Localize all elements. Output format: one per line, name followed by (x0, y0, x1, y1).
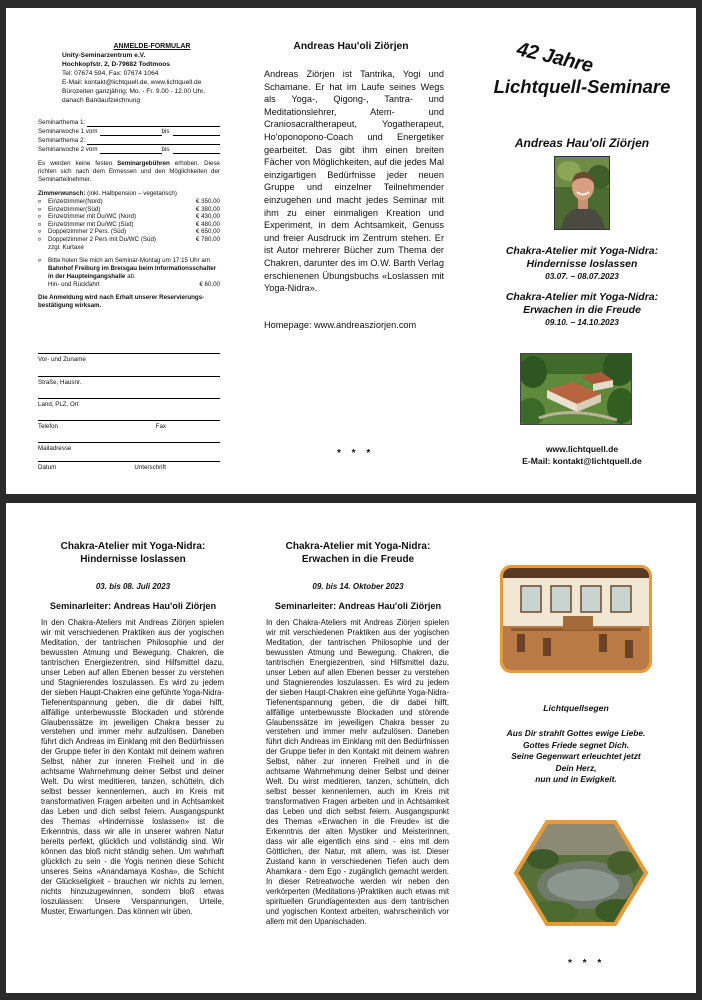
room-option-name: Einzelzimmer mit Du/WC (Süd) (48, 220, 134, 228)
room-option-checkbox[interactable]: ¤ (38, 236, 42, 243)
room-option-price: € 780,00 (195, 235, 220, 243)
fees-note: Es werden keine festen Seminargebühren erhoben. Diese richten sich nach dem Ermessen und den Möglichkeiten der Seminarteilnehmer. (38, 160, 221, 183)
room-option-price: € 350,00 (195, 198, 220, 205)
pickup-price-row: Hin- und Rückfahrt € 60,00 (48, 280, 220, 288)
brochure-inner-sheet (6, 503, 696, 993)
seminar-theme-2-label: Seminarthema 2: (38, 137, 86, 144)
seminar-1-title: Chakra-Atelier mit Yoga-Nidra: Hindernisse loslassen (60, 541, 206, 565)
seminar-theme-2-line[interactable] (38, 136, 220, 145)
cover-title: Lichtquell-Seminare (493, 76, 671, 97)
seminar-theme-1-line[interactable] (38, 118, 220, 127)
room-option-name: Einzelzimmer(Nord) (48, 198, 103, 205)
cover-seminar-1: Chakra-Atelier mit Yoga-Nidra: Hindernisse loslassen 03.07. – 08.07.2023 (472, 245, 692, 282)
mail-field[interactable]: Mailadresse (38, 442, 220, 452)
confirmation-note: Die Anmeldung wird nach Erhalt unserer Reservierungs-bestätigung wirksam. (38, 293, 205, 309)
form-title: ANMELDE-FORMULAR (113, 43, 191, 50)
seminar-2-leader: Seminarleiter: Andreas Hau'oli Ziörjen (274, 601, 442, 611)
form-header (62, 42, 236, 105)
room-option-price: € 650,00 (195, 228, 220, 236)
room-option[interactable] (38, 213, 220, 221)
form-phone: Tel: 07674 594, Fax: 07674 1064 (62, 70, 159, 77)
blessing-stars-divider: * * * (568, 958, 606, 969)
cover-website[interactable]: www.lichtquell.de (545, 444, 619, 454)
author-portrait (554, 156, 610, 230)
form-org-name: Unity-Seminarzentrum e.V. (62, 52, 146, 59)
cover-contact (472, 444, 692, 467)
room-option[interactable] (38, 198, 220, 206)
city-field[interactable]: Land, PLZ, Ort (38, 398, 220, 408)
name-field[interactable]: Vor- und Zuname (38, 353, 220, 363)
room-option-price: € 430,00 (195, 213, 220, 221)
pickup-checkbox[interactable]: ¤ (38, 257, 42, 264)
seminar-1-leader: Seminarleiter: Andreas Hau'oli Ziörjen (49, 601, 217, 611)
seminar-week-1-line[interactable]: Seminarwoche 1 vom bis (38, 127, 220, 136)
room-option-checkbox[interactable]: ¤ (38, 214, 42, 221)
seminar-week-2-line[interactable]: Seminarwoche 2 vom bis (38, 145, 220, 154)
street-field[interactable]: Straße, Hausnr. (38, 376, 220, 386)
kurtaxe-note: zzgl. Kurtaxe (48, 243, 84, 251)
cover-email[interactable]: E-Mail: kontakt@lichtquell.de (522, 455, 642, 466)
room-option[interactable] (38, 206, 220, 214)
room-option-price: € 480,00 (195, 220, 220, 228)
seminar-2-date: 09. bis 14. Oktober 2023 (312, 582, 404, 591)
room-option[interactable] (38, 236, 220, 244)
cover-author: Andreas Hau'oli Ziörjen (514, 136, 650, 150)
author-homepage[interactable]: Homepage: www.andreasziorjen.com (264, 320, 417, 330)
author-bio: Andreas Ziörjen ist Tantrika, Yogi und Schamane. Er hat im Laufe seines Wegs als Yoga-, Qigong-, Tantra- und Meditationslehrer, Atem- und Craniosacraltherapeut, Yogatherapeut, Ho'oponopono-Coach und Energetiker gearbeitet. Das gibt ihm einen breiten Fächer von Möglichkeiten, auf die jedes Mal einzigartigen Bedürfnisse jeder neuen Gruppe und einzelner Teilnehmender einzugehen und macht jedes Seminar mit ihm zu einer einmaligen Kreation und Experiment, in dem Achtsamkeit, Genuss und freier Ausdruck im Zentrum stehen. Er ist Autor mehrerer Bücher zum Thema der Chakren, darunter des im O.W. Barth Verlag erschienenen Übungsbuchs «Loslassen mit Yoga-Nidra». (264, 69, 444, 294)
seminar-house-aerial-photo (520, 353, 632, 425)
phone-fax-field[interactable]: Telefon Fax (38, 420, 220, 430)
room-option[interactable] (38, 228, 220, 236)
brochure-outer-sheet (6, 8, 696, 494)
room-option-name: Doppelzimmer 2 Pers mit Du/WC (Süd) (48, 235, 156, 243)
form-email: E-Mail: kontakt@lichtquell.de, www.lichtquell.de (62, 79, 202, 86)
seminar-theme-1-label: Seminarthema 1: (38, 119, 86, 126)
form-body (38, 118, 220, 310)
seminar-1-description: In den Chakra-Ateliers mit Andreas Ziörjen spielen wir mit verschiedenen Praktiken aus der yogischen Meditation, der tantrischen Philosophie und der bewussten Atmung und Bewegung. Chakren, die tantrischen Energiezentren, sind Hilfsmittel dazu, unser Leben auf allen Ebenen besser zu verstehen und Stagnierendes loszulassen. Es wird zu jedem der sieben Haupt-Chakren eine geführte Yoga-Nidra-Tiefenentspannung geben, die dir dabei hilft, allfällige unterbewusste Blockaden und störende Glaubenssätze im jeweiligen Chakra besser zu verstehen und immer mehr aufzulösen. Daneben führt dich Andreas im Einklang mit den Bedürfnissen der Gruppe tiefer in den Kontakt mit deinem wahren Selbst, näher zur inneren Freiheit und in die achtsame Wahrnehmung deiner Selbst und deiner Welt. Du wirst meditieren, tanzen, schütteln, dich selbst besser kennenlernen, auch im Kreis mit transformativen Fragen arbeiten und in Achtsamkeit das Leben und dich selbst feiern. Ausgangspunkt des Themas «Hindernisse loslassen» ist die Erkenntnis, dass wir alle in unserer wahren Natur bereits perfekt, glücklich und vollständig sind. Wir können das bloß nicht ständig sehen. Um wahrhaft glücklich zu sein - die Yogis nennen diese Schicht unseres Seins «Anandamaya Kosha», die Schicht der Glückseligkeit - brauchen wir nichts zu lernen, nichts hinzuzugewinnen, sondern bloß etwas loszulassen: Unsere Verspannungen, Urteile, Muster, Erwartungen. Das können wir üben. (41, 618, 224, 916)
seminar-week-1-label: Seminarwoche 1 vom (38, 128, 98, 135)
blessing-text: Aus Dir strahlt Gottes ewige Liebe. Gottes Friede segnet Dich. Seine Gegenwart erleuchtet jetzt Dein Herz, nun und in Ewigkeit. (506, 728, 646, 785)
anniversary-label: 42 Jahre (514, 38, 595, 78)
form-office-hours: Bürozeiten ganzjährig: Mo. - Fr. 9.00 - 12.00 Uhr, (62, 88, 205, 95)
seminar-2-title: Chakra-Atelier mit Yoga-Nidra: Erwachen in die Freude (285, 541, 431, 565)
room-option-price: € 380,00 (195, 205, 220, 213)
room-option[interactable] (38, 221, 220, 229)
garden-pond-photo (513, 819, 649, 927)
cover-seminar-2-date: 09.10. – 14.10.2023 (545, 317, 619, 327)
room-option-checkbox[interactable]: ¤ (38, 206, 42, 213)
seminar-1-date: 03. bis 08. Juli 2023 (95, 582, 171, 591)
author-section-title: Andreas Hau'oli Ziörjen (293, 41, 409, 52)
form-answering-machine: danach Bandaufzeichnung (62, 97, 141, 104)
author-stars-divider: * * * (337, 448, 375, 459)
room-option-name: Einzelzimmer mit Du/WC (Nord) (48, 213, 137, 221)
room-option-name: Einzelzimmer(Süd) (48, 205, 101, 213)
room-option-checkbox[interactable]: ¤ (38, 199, 42, 205)
form-org-address: Hochkopfstr. 2, D-79682 Todtmoos (62, 61, 170, 68)
room-option-checkbox[interactable]: ¤ (38, 221, 42, 228)
pickup-option[interactable]: ¤ Bitte holen Sie mich am Seminar-Montag um 17:15 Uhr am Bahnhof Freiburg im Breisgau beim Informationsschalter in der Haupteingangshalle ab. (38, 256, 217, 280)
seminar-room-photo (500, 565, 652, 673)
room-options (38, 198, 220, 244)
seminar-2-description: In den Chakra-Ateliers mit Andreas Ziörjen spielen wir mit verschiedenen Praktiken aus der yogischen Meditation, der tantrischen Philosophie und der bewussten Atmung und Bewegung. Chakren, die tantrischen Energiezentren, sind Hilfsmittel dazu, unser Leben auf allen Ebenen besser zu verstehen und Stagnierendes loszulassen. Es wird zu jedem der sieben Haupt-Chakren eine geführte Yoga-Nidra-Tiefenentspannung geben, die dir dabei hilft, allfällige unterbewusste Blockaden und störende Glaubenssätze im jeweiligen Chakra besser zu verstehen und immer mehr aufzulösen. Daneben führt dich Andreas im Einklang mit den Bedürfnissen der Gruppe tiefer in den Kontakt mit deinem wahren Selbst, näher zur inneren Freiheit und in die achtsame Wahrnehmung deiner Selbst und deiner Welt. Du wirst meditieren, tanzen, schütteln, dich selbst besser kennenlernen, auch im Kreis mit transformativen Fragen arbeiten und in Achtsamkeit das Leben und dich selbst feiern. Ausgangspunkt des Themas «Erwachen in die Freude» ist die Erkenntnis der alten Mystiker und Meisterinnen, dass wir alle eigentlich eins sind - eins mit dem Göttlichen, der Natur, mit allem, was ist. Dieser Zustand kann in verschiedenen Tiefen auch dem Ahamkara - dem Ego - zugänglich gemacht werden. In dieser Retreatwoche werden wir neben den verkörperten (Meditations-)Praktiken auch etwas mit spirituellen Grundlagentexten aus dem tantrischen und yogischen Kontext arbeiten, wahrscheinlich vor allem mit den Upanischaden. (266, 618, 449, 926)
date-signature-field[interactable]: Datum Unterschrift (38, 461, 220, 471)
seminar-week-2-label: Seminarwoche 2 vom (38, 146, 98, 153)
cover-seminar-2: Chakra-Atelier mit Yoga-Nidra: Erwachen in die Freude 09.10. – 14.10.2023 (472, 291, 692, 328)
registration-form-column (6, 8, 236, 494)
room-option-checkbox[interactable]: ¤ (38, 229, 42, 236)
room-wish-title: Zimmerwunsch: (inkl. Halbpension – vegetarisch) (38, 190, 177, 197)
room-option-name: Doppelzimmer 2 Pers. (Süd) (48, 228, 127, 236)
cover-seminar-1-date: 03.07. – 08.07.2023 (545, 271, 619, 281)
blessing-title: Lichtquellsegen (543, 703, 609, 713)
